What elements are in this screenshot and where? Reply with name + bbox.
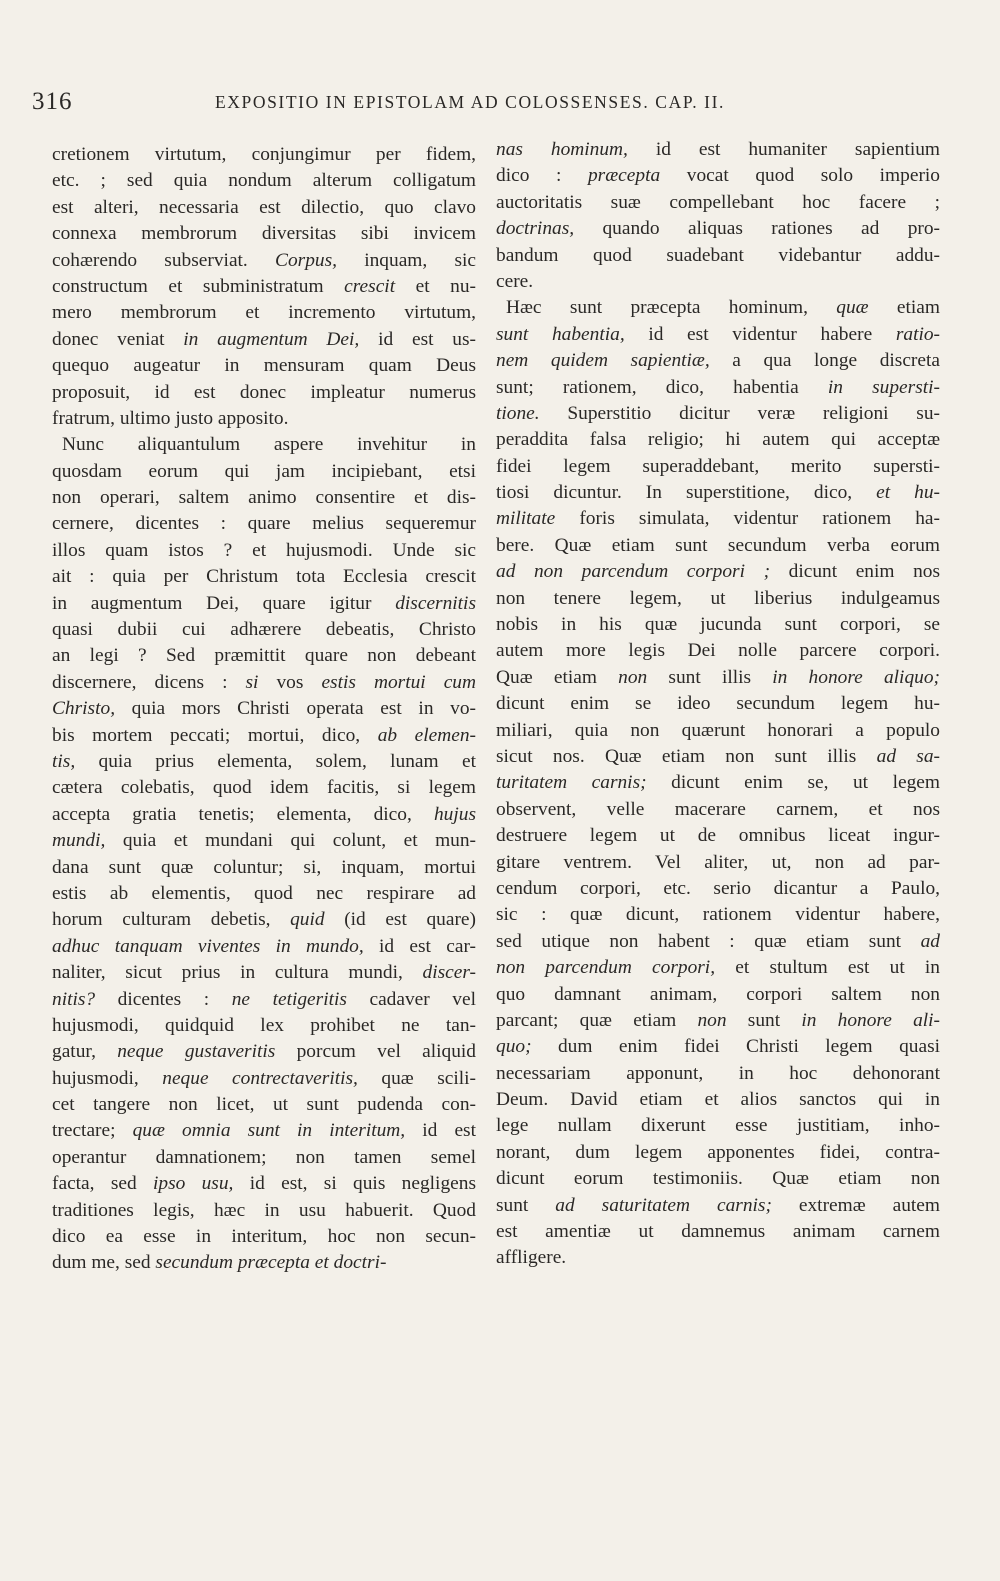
text-line [52, 353, 476, 379]
italic-text: discernitis [395, 592, 476, 614]
text-run: dicunt enim nos [770, 561, 941, 583]
text-run: traditiones legis, hæc in usu habuerit. Quod [52, 1199, 476, 1221]
text-run: dicunt eorum testimoniis. Quæ etiam non [496, 1168, 940, 1190]
text-line [52, 1118, 476, 1144]
text-line [52, 802, 476, 828]
text-run: cendum corpori, etc. serio dicantur a Paulo, [496, 877, 940, 899]
text-line [52, 987, 476, 1013]
text-run: dum me, sed [52, 1252, 156, 1274]
italic-text: sunt habentia, [496, 323, 625, 345]
text-line [496, 269, 940, 295]
italic-text: præcepta [587, 165, 661, 187]
italic-text: non [697, 1009, 727, 1031]
text-line [52, 432, 476, 458]
italic-text: doctrinas, [496, 218, 575, 240]
text-run: a qua longe discreta [709, 350, 940, 372]
italic-text: estis mortui cum [321, 671, 476, 693]
text-run: est alteri, necessaria est dilectio, quo clavo [52, 196, 476, 218]
text-line [496, 190, 940, 216]
text-run: dum enim fidei Christi legem quasi [531, 1036, 940, 1058]
text-run: fidei legem superaddebant, merito supersti- [496, 455, 940, 477]
text-run: dicunt enim se ideo secundum legem hu- [496, 693, 940, 715]
text-run: naliter, sicut prius in cultura mundi, [52, 962, 423, 984]
text-line [52, 511, 476, 537]
italic-text: in honore aliquo; [772, 666, 940, 688]
text-line [496, 216, 940, 242]
text-run: discernere, dicens : [52, 671, 246, 693]
text-run: sunt [726, 1009, 802, 1031]
text-run: cætera colebatis, quod idem facitis, si legem [52, 777, 476, 799]
text-line [52, 1013, 476, 1039]
text-line [496, 427, 940, 453]
text-run: Deum. David etiam et alios sanctos qui in [496, 1089, 940, 1111]
text-line [496, 533, 940, 559]
text-run: trectare; [52, 1120, 133, 1142]
text-run: est amentiæ ut damnemus animam carnem [496, 1221, 940, 1243]
text-line [496, 1034, 940, 1060]
text-run: Quæ etiam [496, 666, 619, 688]
text-line [496, 1166, 940, 1192]
text-line [496, 876, 940, 902]
text-run: quia et mundani qui colunt, et mun- [105, 830, 476, 852]
text-run: donec veniat [52, 328, 184, 350]
text-line [496, 718, 940, 744]
text-line [496, 401, 940, 427]
page-number: 316 [32, 88, 73, 115]
text-line [52, 1198, 476, 1224]
text-run: Superstitio dicitur veræ religioni su- [539, 402, 940, 424]
text-run: cernere, dicentes : quare melius sequeremur [52, 513, 476, 535]
text-run: (id est quare) [324, 909, 476, 931]
text-run: facta, sed [52, 1173, 153, 1195]
text-line [496, 348, 940, 374]
italic-text: nitis? [52, 988, 96, 1010]
text-line [52, 855, 476, 881]
text-line [496, 480, 940, 506]
text-line [496, 243, 940, 269]
text-line [496, 929, 940, 955]
text-run: id est us- [359, 328, 476, 350]
text-run: inquam, sic [336, 249, 476, 271]
text-run: vocat quod solo imperio [660, 165, 940, 187]
text-line [52, 1224, 476, 1250]
text-run: cere. [496, 270, 534, 292]
text-line [52, 907, 476, 933]
text-run: id est car- [363, 935, 476, 957]
italic-text: nem quidem sapientiæ, [496, 350, 710, 372]
text-line [496, 1219, 940, 1245]
text-line [52, 643, 476, 669]
italic-text: ad non parcendum corpori ; [496, 561, 771, 583]
text-line [52, 380, 476, 406]
text-run: illos quam istos ? et hujusmodi. Unde sic [52, 539, 476, 561]
text-run: sicut nos. Quæ etiam non sunt illis [496, 745, 877, 767]
text-run: quasi dubii cui adhærere debeatis, Christo [52, 619, 476, 641]
text-run: fratrum, ultimo justo apposito. [52, 407, 289, 429]
text-run: cet tangere non licet, ut sunt pudenda con- [52, 1094, 476, 1116]
text-line [496, 797, 940, 823]
text-run: auctoritatis suæ compellebant hoc facere ; [496, 191, 940, 213]
italic-text: in augmentum Dei, [183, 328, 360, 350]
text-line [496, 823, 940, 849]
text-line [496, 586, 940, 612]
text-run: non tenere legem, ut liberius indulgeamus [496, 587, 940, 609]
text-line [496, 163, 940, 189]
text-run: peraddita falsa religio; hi autem qui acceptæ [496, 429, 940, 451]
text-line [496, 744, 940, 770]
text-run: miliari, quia non quærunt honorari a populo [496, 719, 940, 741]
text-line [52, 960, 476, 986]
text-run: id est videntur habere [624, 323, 896, 345]
text-line [52, 828, 476, 854]
text-line [496, 1113, 940, 1139]
italic-text: in honore ali- [801, 1009, 940, 1031]
text-run: quequo augeatur in mensuram quam Deus [52, 355, 476, 377]
text-run: id est, si quis negligens [233, 1173, 476, 1195]
text-line [52, 1250, 476, 1276]
text-line [52, 300, 476, 326]
italic-text: hujus [433, 803, 476, 825]
text-line [52, 195, 476, 221]
italic-text: quæ [836, 297, 869, 319]
text-line [496, 612, 940, 638]
italic-text: non [618, 666, 648, 688]
text-run: destruere legem ut de omnibus liceat ingur- [496, 825, 940, 847]
text-line [52, 1145, 476, 1171]
text-run: gitare ventrem. Vel aliter, ut, non ad par- [496, 851, 940, 873]
text-run: quæ scili- [357, 1067, 477, 1089]
text-line [496, 322, 940, 348]
text-run: sunt illis [647, 666, 773, 688]
italic-text: adhuc tanquam viventes in mundo, [52, 935, 364, 957]
text-line [52, 485, 476, 511]
text-run: dico : [496, 165, 588, 187]
text-line [52, 591, 476, 617]
text-run: operantur damnationem; non tamen semel [52, 1146, 476, 1168]
text-line [52, 934, 476, 960]
text-line [52, 168, 476, 194]
text-run: quia mors Christi operata est in vo- [115, 698, 476, 720]
left-text-column [52, 142, 476, 1277]
text-run: estis ab elementis, quod nec respirare ad [52, 882, 476, 904]
italic-text: Corpus, [275, 249, 337, 271]
text-line [52, 459, 476, 485]
text-run: in augmentum Dei, quare igitur [52, 592, 396, 614]
text-line [52, 1039, 476, 1065]
italic-text: in supersti- [827, 376, 940, 398]
text-run: quosdam eorum qui jam incipiebant, etsi [52, 460, 476, 482]
text-line [496, 902, 940, 928]
text-line [52, 723, 476, 749]
italic-text: crescit [344, 275, 396, 297]
text-run: autem more legis Dei nolle parcere corpori. [496, 640, 940, 662]
text-run: quia prius elementa, solem, lunam et [75, 750, 476, 772]
text-run: an legi ? Sed præmittit quare non debeant [52, 645, 476, 667]
text-run: horum culturam debetis, [52, 909, 291, 931]
italic-text: neque gustaveritis [117, 1041, 276, 1063]
italic-text: quid [290, 909, 325, 931]
text-line [496, 137, 940, 163]
text-line [496, 506, 940, 532]
text-run: et nu- [395, 275, 476, 297]
italic-text: tis, [52, 750, 76, 772]
text-line [496, 982, 940, 1008]
text-run: bandum quod suadebant videbantur addu- [496, 244, 940, 266]
text-line [496, 1245, 940, 1271]
italic-text: ad sa- [876, 745, 940, 767]
text-run: quando aliquas rationes ad pro- [574, 218, 940, 240]
text-line [52, 1092, 476, 1118]
text-run: gatur, [52, 1041, 118, 1063]
text-line [496, 1061, 940, 1087]
text-line [496, 1008, 940, 1034]
text-line [496, 770, 940, 796]
italic-text: et hu- [876, 482, 940, 504]
italic-text: secundum præcepta et doctri- [155, 1252, 387, 1274]
text-run: foris simulata, videntur rationem ha- [555, 508, 940, 530]
text-line [52, 617, 476, 643]
text-line [496, 454, 940, 480]
italic-text: quo; [496, 1036, 532, 1058]
text-run: norant, dum legem apponentes fidei, contra- [496, 1141, 940, 1163]
text-line [52, 564, 476, 590]
right-text-column [496, 137, 940, 1272]
text-run: sed utique non habent : quæ etiam sunt [496, 930, 921, 952]
text-run: observent, velle macerare carnem, et nos [496, 798, 940, 820]
text-run: tiosi dicuntur. In superstitione, dico, [496, 482, 877, 504]
italic-text: si [245, 671, 259, 693]
text-run: et stultum est ut in [715, 957, 941, 979]
text-line [496, 1140, 940, 1166]
text-run: cohærendo subserviat. [52, 249, 276, 271]
text-run: quo damnant animam, corpori saltem non [496, 983, 940, 1005]
text-run: dana sunt quæ coluntur; si, inquam, mortui [52, 856, 476, 878]
text-run: dico ea esse in interitum, hoc non secun- [52, 1226, 476, 1248]
italic-text: neque contrectaveritis, [162, 1067, 358, 1089]
text-run: etc. ; sed quia nondum alterum colligatum [52, 170, 476, 192]
text-run: accepta gratia tenetis; elementa, dico, [52, 803, 434, 825]
text-line [496, 1193, 940, 1219]
text-run: hujusmodi, quidquid lex prohibet ne tan- [52, 1014, 476, 1036]
text-line [496, 295, 940, 321]
text-run: extremæ autem [771, 1194, 940, 1216]
text-line [52, 696, 476, 722]
text-run: lege nullam dixerunt esse justitiam, inho- [496, 1115, 940, 1137]
text-run: dicentes : [95, 988, 232, 1010]
text-line [496, 955, 940, 981]
text-line [496, 638, 940, 664]
text-run: connexa membrorum diversitas sibi invicem [52, 223, 476, 245]
text-line [496, 691, 940, 717]
text-line [52, 221, 476, 247]
text-run: proposuit, id est donec impleatur numerus [52, 381, 476, 403]
text-line [52, 142, 476, 168]
text-line [52, 248, 476, 274]
text-run: nobis in his quæ jucunda sunt corpori, se [496, 614, 940, 636]
page-header [32, 88, 752, 128]
italic-text: ratio- [895, 323, 940, 345]
text-line [52, 1171, 476, 1197]
text-run: id est [405, 1120, 476, 1142]
text-line [496, 559, 940, 585]
italic-text: tione. [496, 402, 540, 424]
text-run: hujusmodi, [52, 1067, 163, 1089]
text-line [496, 375, 940, 401]
italic-text: discer- [422, 962, 476, 984]
italic-text: ipso usu, [152, 1173, 234, 1195]
text-run: cadaver vel [346, 988, 476, 1010]
text-line [496, 850, 940, 876]
text-line [52, 274, 476, 300]
italic-text: turitatem carnis; [496, 772, 647, 794]
text-line [52, 670, 476, 696]
running-title: EXPOSITIO IN EPISTOLAM AD COLOSSENSES. CAP. II. [215, 92, 725, 112]
text-line [52, 538, 476, 564]
text-line [496, 665, 940, 691]
italic-text: mundi, [52, 830, 106, 852]
italic-text: nas hominum, [496, 139, 628, 160]
text-run: dicunt enim se, ut legem [646, 772, 940, 794]
text-line [52, 775, 476, 801]
italic-text: non parcendum corpori, [496, 957, 716, 979]
italic-text: quæ omnia sunt in interitum, [132, 1120, 406, 1142]
text-run: cretionem virtutum, conjungimur per fidem, [52, 144, 476, 165]
text-run: parcant; quæ etiam [496, 1009, 698, 1031]
text-run: sunt; rationem, dico, habentia [496, 376, 828, 398]
text-line [496, 1087, 940, 1113]
text-line [52, 881, 476, 907]
italic-text: ab elemen- [377, 724, 476, 746]
text-run: Nunc aliquantulum aspere invehitur in [62, 434, 476, 456]
text-line [52, 327, 476, 353]
text-run: bis mortem peccati; mortui, dico, [52, 724, 378, 746]
text-run: porcum vel aliquid [275, 1041, 476, 1063]
text-run: necessariam apponunt, in hoc dehonorant [496, 1062, 940, 1084]
text-run: vos [258, 671, 322, 693]
text-run: affligere. [496, 1247, 567, 1269]
text-run: etiam [868, 297, 940, 319]
text-run: Hæc sunt præcepta hominum, [506, 297, 837, 319]
text-run: mero membrorum et incremento virtutum, [52, 302, 476, 324]
italic-text: ad [920, 930, 940, 952]
text-run: ait : quia per Christum tota Ecclesia crescit [52, 566, 476, 588]
text-run: sic : quæ dicunt, rationem videntur habere, [496, 904, 940, 926]
text-run: id est humaniter sapientium [627, 139, 940, 160]
text-run: constructum et subministratum [52, 275, 345, 297]
text-line [52, 749, 476, 775]
text-run: bere. Quæ etiam sunt secundum verba eorum [496, 534, 940, 556]
italic-text: ad saturitatem carnis; [555, 1194, 772, 1216]
text-run: non operari, saltem animo consentire et dis- [52, 487, 476, 509]
italic-text: Christo, [52, 698, 116, 720]
italic-text: ne tetigeritis [231, 988, 347, 1010]
text-line [52, 406, 476, 432]
italic-text: militate [496, 508, 556, 530]
text-run: sunt [496, 1194, 556, 1216]
text-line [52, 1066, 476, 1092]
